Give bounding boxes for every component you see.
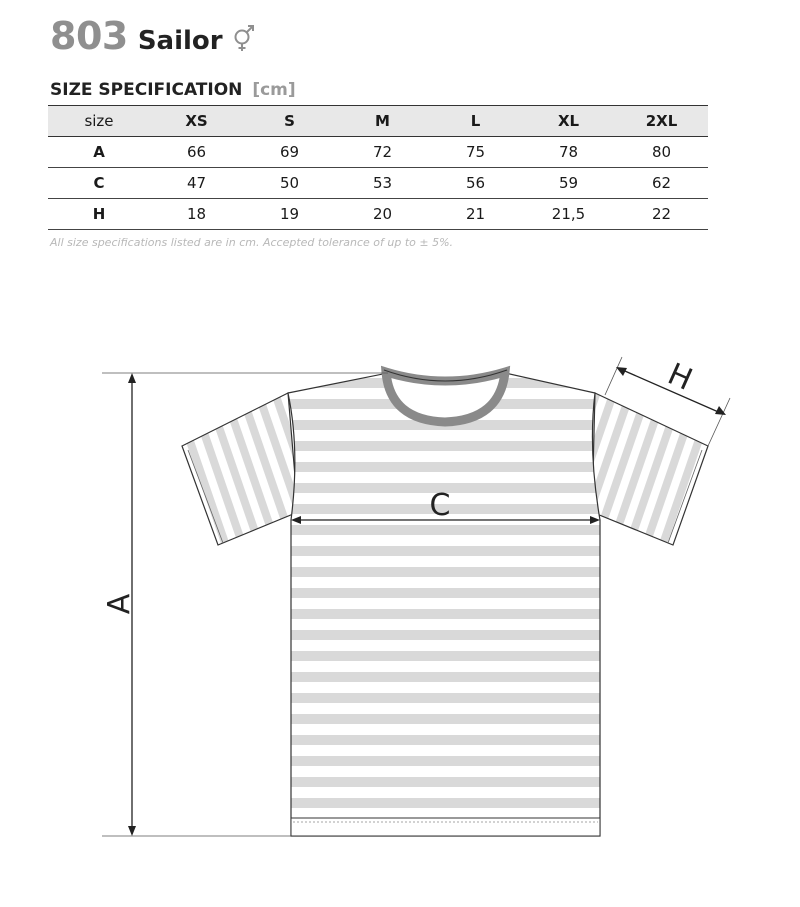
row-label-h: H <box>48 199 150 230</box>
collar-band <box>386 372 505 422</box>
table-cell: 21 <box>429 199 522 230</box>
measure-a-arrow-top <box>128 373 136 383</box>
table-cell: 66 <box>150 137 243 168</box>
table-row <box>48 168 708 199</box>
size-header-xs: XS <box>150 106 243 137</box>
row-label-c: C <box>48 168 150 199</box>
size-header-m: M <box>336 106 429 137</box>
table-cell: 69 <box>243 137 336 168</box>
measure-h-guide-bottom <box>708 398 730 446</box>
size-spec-title <box>50 80 296 100</box>
table-cell: 47 <box>150 168 243 199</box>
product-code: 803 <box>50 14 128 58</box>
product-title <box>50 14 257 58</box>
product-name: Sailor <box>137 26 223 56</box>
right-sleeve <box>592 393 708 545</box>
table-cell: 72 <box>336 137 429 168</box>
table-cell: 80 <box>615 137 708 168</box>
table-cell: 20 <box>336 199 429 230</box>
table-row <box>48 199 708 230</box>
table-cell: 78 <box>522 137 615 168</box>
measure-a-label: A <box>102 593 137 615</box>
measure-h-guide-top <box>605 357 622 395</box>
table-cell: 50 <box>243 168 336 199</box>
table-cell: 18 <box>150 199 243 230</box>
measure-h-label: H <box>662 356 698 398</box>
bottom-hem <box>291 818 600 836</box>
size-header-2xl: 2XL <box>615 106 708 137</box>
tshirt-measurement-diagram <box>0 340 800 860</box>
size-spec-unit: [cm] <box>252 80 296 100</box>
size-table <box>48 105 708 230</box>
table-cell: 75 <box>429 137 522 168</box>
row-label-a: A <box>48 137 150 168</box>
table-cell: 19 <box>243 199 336 230</box>
size-header-xl: XL <box>522 106 615 137</box>
table-cell: 53 <box>336 168 429 199</box>
tolerance-note: All size specifications listed are in cm. Accepted tolerance of up to ± 5%. <box>50 236 454 249</box>
table-cell: 62 <box>615 168 708 199</box>
table-cell: 59 <box>522 168 615 199</box>
size-header-l: L <box>429 106 522 137</box>
table-cell: 56 <box>429 168 522 199</box>
size-spec-title-text: SIZE SPECIFICATION <box>50 80 243 100</box>
measure-a-arrow-bottom <box>128 826 136 836</box>
table-row <box>48 137 708 168</box>
tshirt-body <box>288 373 600 836</box>
measure-c-label: C <box>429 488 451 523</box>
table-cell: 21,5 <box>522 199 615 230</box>
unisex-gender-icon <box>231 21 257 53</box>
table-cell: 22 <box>615 199 708 230</box>
size-table-header-row <box>48 106 708 137</box>
size-header-s: S <box>243 106 336 137</box>
size-header-label: size <box>48 106 150 137</box>
left-sleeve <box>182 393 298 545</box>
